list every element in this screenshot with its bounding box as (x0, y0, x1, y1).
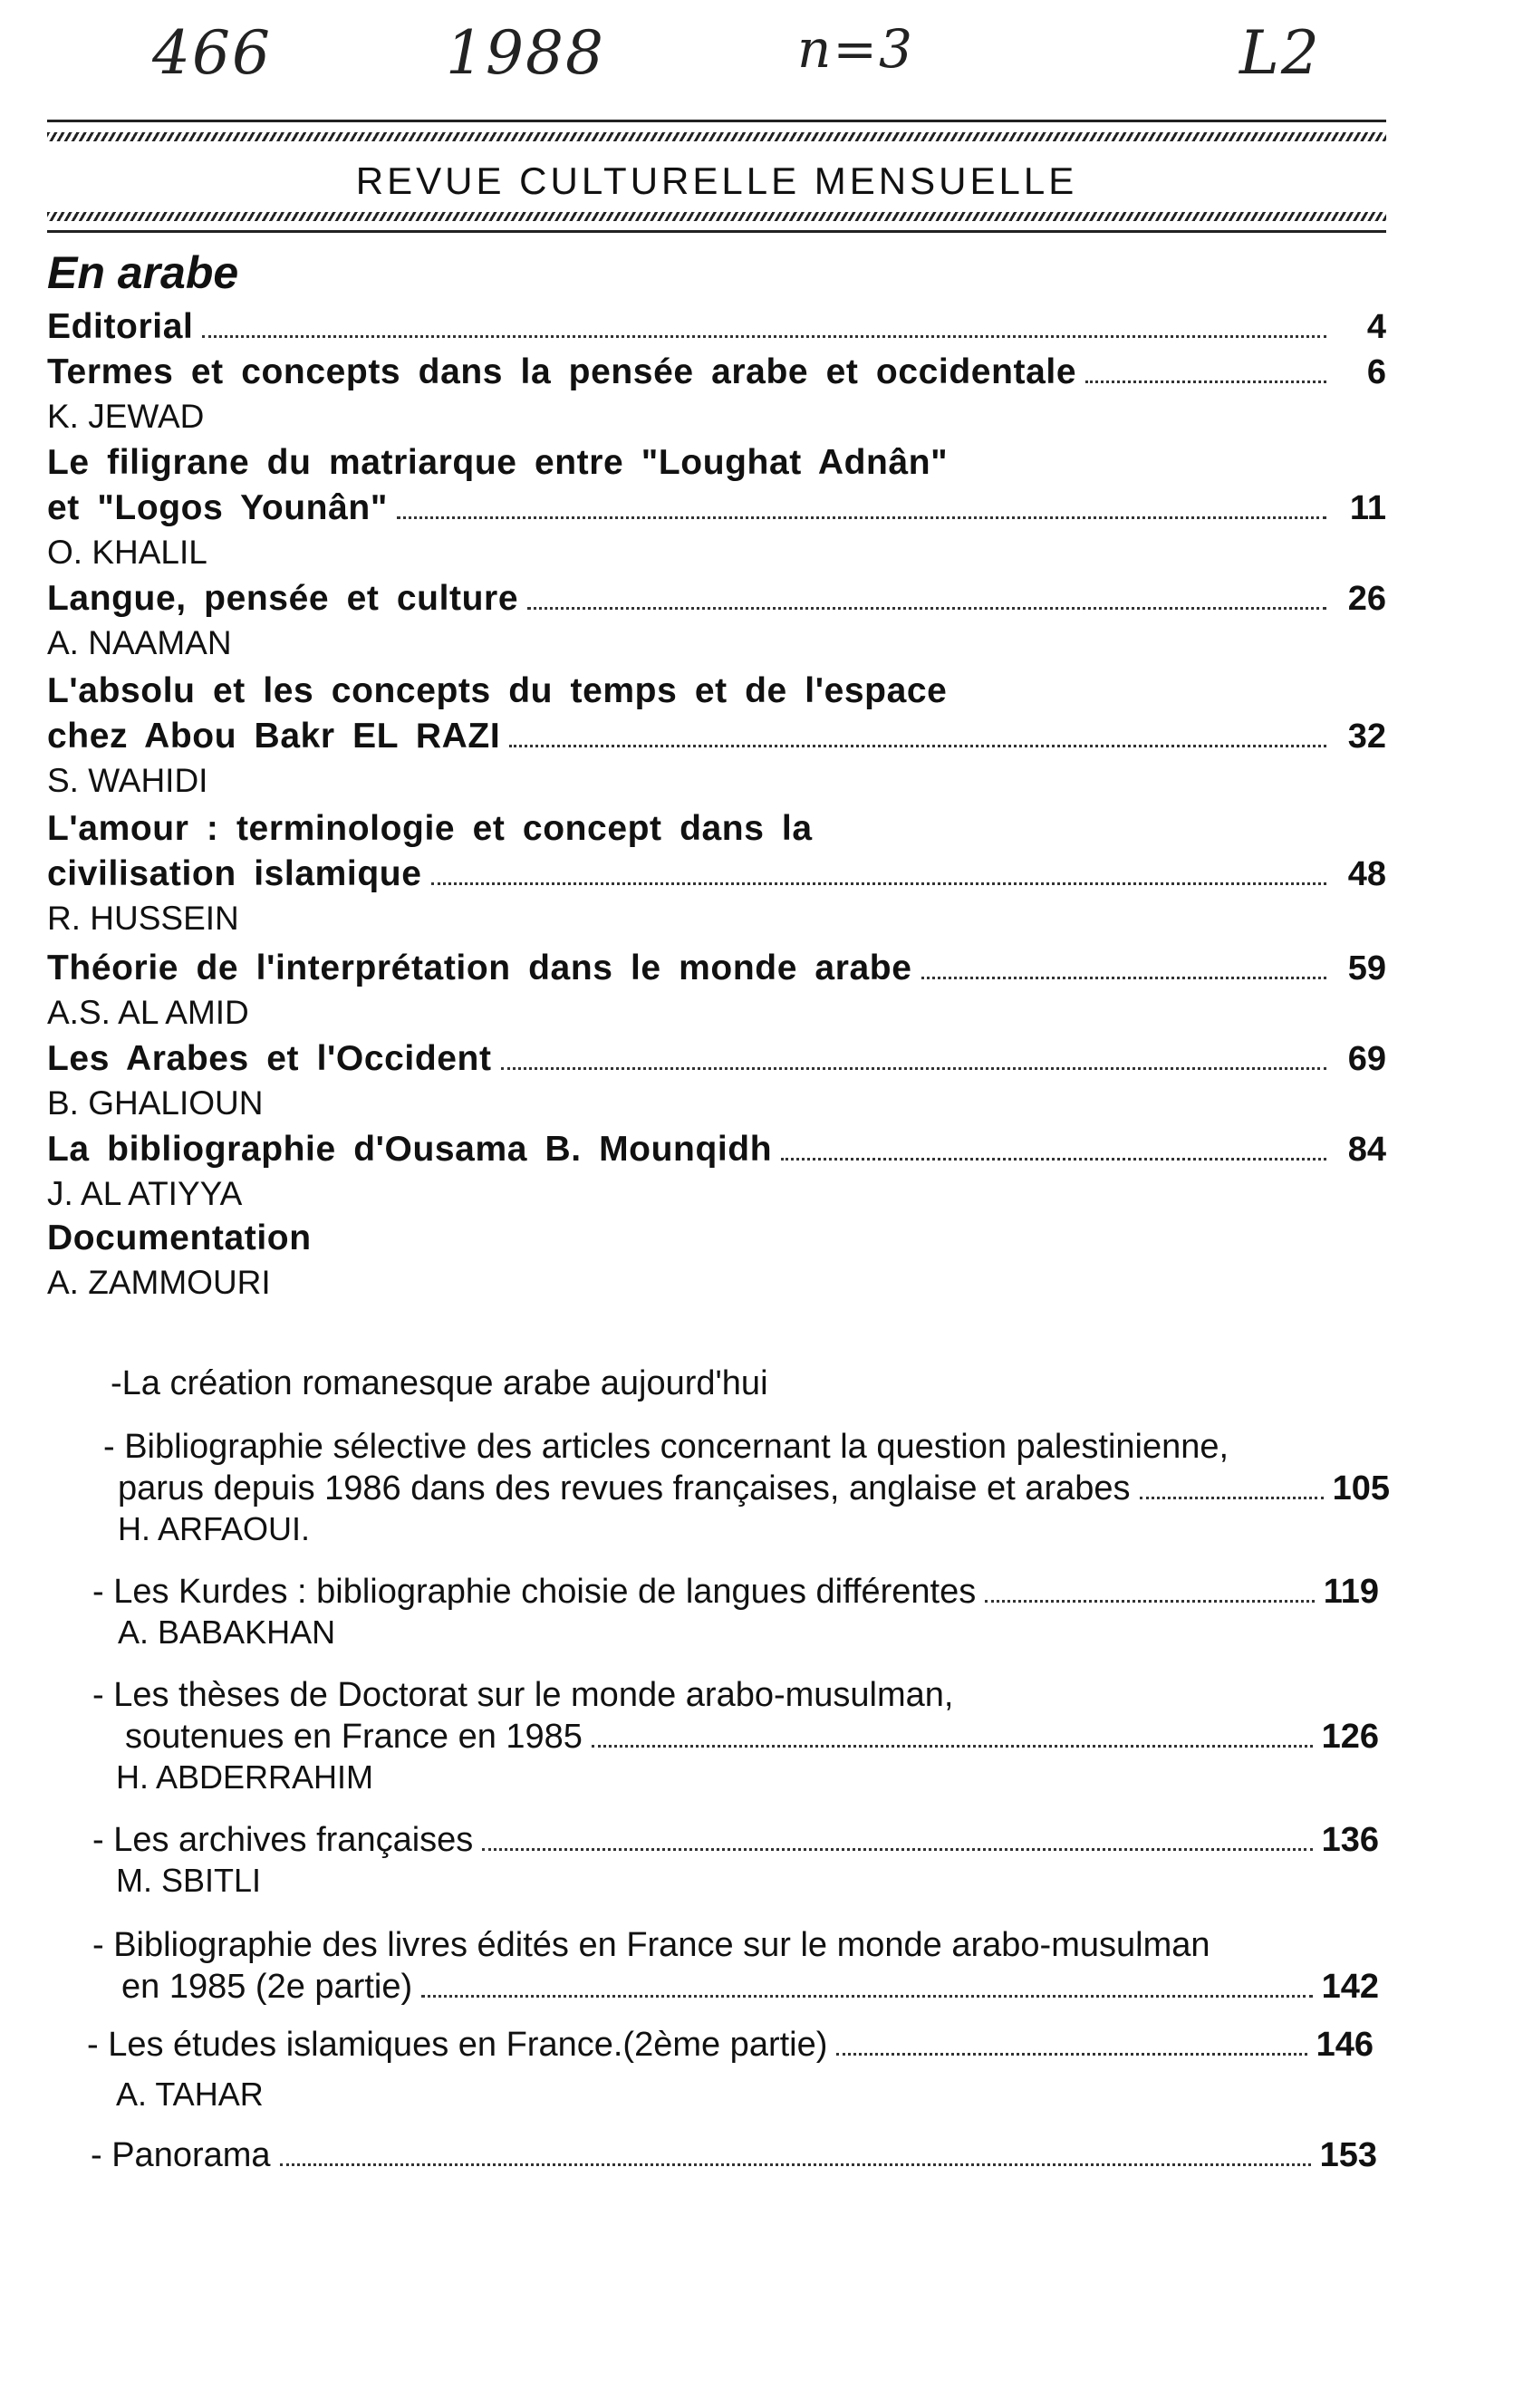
dot-leader (527, 607, 1326, 610)
documentation-entry (92, 1819, 1379, 1901)
dot-leader (482, 1848, 1312, 1851)
toc-entry (47, 304, 1386, 350)
page-number: 48 (1347, 855, 1386, 893)
dot-leader (431, 882, 1326, 885)
dot-leader (1140, 1497, 1324, 1499)
dot-leader (985, 1600, 1314, 1603)
page-number: 119 (1323, 1573, 1379, 1611)
toc-entry (47, 1216, 1386, 1305)
dot-leader (836, 2053, 1306, 2056)
dot-leader (397, 516, 1326, 519)
entry-title: Editorial (47, 307, 194, 346)
entry-author: A. ZAMMOURI (47, 1264, 271, 1301)
toc-entry (47, 946, 1386, 1035)
divider (47, 212, 1386, 221)
entry-title: L'absolu et les concepts du temps et de l'espace (47, 671, 948, 710)
documentation-entry (87, 2024, 1374, 2114)
entry-title: Termes et concepts dans la pensée arabe et occidentale (47, 352, 1077, 391)
dot-leader (1085, 380, 1326, 383)
toc-entry (47, 440, 1386, 574)
page-number: 59 (1347, 949, 1386, 987)
page-number: 146 (1316, 2026, 1374, 2064)
page-number: 6 (1366, 353, 1386, 391)
entry-title: - Les Kurdes : bibliographie choisie de langues différentes (92, 1573, 977, 1611)
handwritten-note: L2 (1239, 18, 1321, 88)
entry-title: - Bibliographie sélective des articles concernant la question palestinienne, (103, 1428, 1229, 1466)
entry-title: parus depuis 1986 dans des revues françaises, anglaise et arabes (118, 1469, 1131, 1507)
divider (47, 132, 1386, 141)
divider (47, 120, 1386, 122)
dot-leader (421, 1995, 1312, 1998)
documentation-entry (91, 2134, 1377, 2176)
page-number: 32 (1347, 718, 1386, 756)
page-number: 136 (1321, 1821, 1379, 1859)
entry-title: Le filigrane du matriarque entre "Loughat Adnân" (47, 443, 949, 482)
entry-title: - Les études islamiques en France.(2ème partie) (87, 2026, 828, 2064)
entry-title: - Panorama (91, 2136, 271, 2174)
documentation-entry (92, 1674, 1379, 1797)
dot-leader (921, 977, 1327, 979)
page-number: 126 (1321, 1718, 1379, 1756)
page-number: 11 (1349, 489, 1386, 527)
page-number: 69 (1347, 1040, 1386, 1078)
entry-author: A.S. AL AMID (47, 994, 249, 1031)
entry-author: A. TAHAR (116, 2076, 264, 2113)
entry-title: soutenues en France en 1985 (125, 1718, 583, 1756)
dot-leader (781, 1158, 1326, 1161)
entry-title: Théorie de l'interprétation dans le monde arabe (47, 949, 912, 987)
documentation-entry (103, 1426, 1390, 1549)
entry-title: civilisation islamique (47, 854, 422, 893)
toc-entry (47, 350, 1386, 438)
documentation-entry (111, 1363, 1397, 1404)
masthead-title: REVUE CULTURELLE MENSUELLE (355, 159, 1078, 202)
dot-leader (280, 2163, 1311, 2166)
entry-title: en 1985 (2e partie) (121, 1968, 413, 2006)
page-number: 153 (1319, 2136, 1377, 2174)
handwritten-note: n=3 (797, 18, 914, 80)
entry-title: chez Abou Bakr EL RAZI (47, 717, 501, 756)
toc-entry (47, 1127, 1386, 1216)
entry-title: - Bibliographie des livres édités en France sur le monde arabo-musulman (92, 1926, 1210, 1964)
page-number: 84 (1347, 1131, 1386, 1169)
entry-author: B. GHALIOUN (47, 1084, 264, 1122)
dot-leader (509, 745, 1326, 747)
entry-title: Les Arabes et l'Occident (47, 1039, 492, 1078)
section-heading: En arabe (47, 247, 239, 298)
entry-author: H. ARFAOUI. (118, 1510, 311, 1547)
toc-entry (47, 806, 1386, 940)
dot-leader (202, 335, 1326, 338)
entry-title: et "Logos Younân" (47, 488, 388, 527)
entry-title: L'amour : terminologie et concept dans la (47, 809, 813, 848)
entry-author: R. HUSSEIN (47, 900, 239, 937)
toc-entry (47, 1036, 1386, 1125)
entry-author: M. SBITLI (116, 1862, 262, 1899)
toc-entry (47, 669, 1386, 803)
entry-author: S. WAHIDI (47, 762, 208, 799)
entry-title: - Les archives françaises (92, 1821, 474, 1859)
dot-leader (501, 1067, 1326, 1070)
entry-author: O. KHALIL (47, 534, 207, 571)
entry-title: Langue, pensée et culture (47, 579, 519, 618)
documentation-entry (92, 1924, 1379, 2008)
entry-author: H. ABDERRAHIM (116, 1758, 374, 1796)
page-number: 142 (1321, 1968, 1379, 2006)
entry-author: A. NAAMAN (47, 624, 232, 661)
entry-title: La bibliographie d'Ousama B. Mounqidh (47, 1130, 773, 1169)
page-number: 4 (1366, 308, 1386, 346)
page-number: 26 (1347, 580, 1386, 618)
toc-entry (47, 576, 1386, 665)
dot-leader (592, 1745, 1313, 1748)
handwritten-note: 1988 (446, 18, 605, 88)
divider (47, 230, 1386, 233)
page-number: 105 (1332, 1469, 1390, 1507)
entry-author: A. BABAKHAN (118, 1613, 336, 1651)
entry-title: Documentation (47, 1218, 312, 1257)
entry-title: -La création romanesque arabe aujourd'hui (111, 1364, 768, 1402)
documentation-entry (92, 1571, 1379, 1652)
entry-author: J. AL ATIYYA (47, 1175, 243, 1212)
entry-title: - Les thèses de Doctorat sur le monde arabo-musulman, (92, 1676, 954, 1714)
entry-author: K. JEWAD (47, 398, 205, 435)
handwritten-note: 466 (152, 18, 272, 88)
